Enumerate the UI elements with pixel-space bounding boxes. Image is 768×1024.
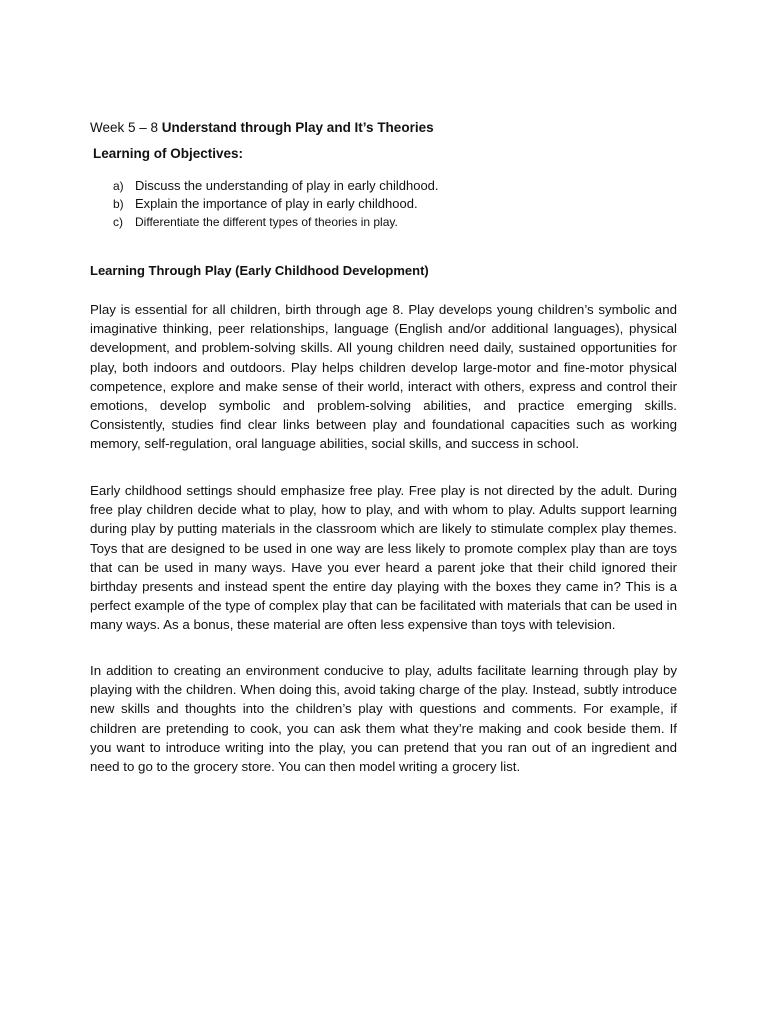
objective-text: Explain the importance of play in early childhood. [135,196,418,211]
objective-marker: b) [113,197,124,211]
objectives-title: Learning of Objectives: [93,146,244,161]
week-label: Week 5 – 8 [90,120,162,135]
objective-text: Differentiate the different types of theories in play. [135,215,398,229]
objectives-list [113,177,439,231]
document-title: Understand through Play and It’s Theories [161,120,434,135]
document-heading [90,119,434,137]
objective-item [113,177,439,195]
objective-marker: a) [113,179,124,193]
body-paragraph: Early childhood settings should emphasize free play. Free play is not directed by the adult. During free play children decide what to play, how to play, and with whom to play. Adults support learning during play by putting materials in the classroom which are likely to stimulate complex play themes. Toys that are designed to be used in one way are less likely to promote complex play than are toys that can be used in many ways. Have you ever heard a parent joke that their child ignored their birthday presents and instead spent the entire day playing with the boxes they came in? This is a perfect example of the type of complex play that can be facilitated with materials that can be used in many ways. As a bonus, these material are often less expensive than toys with television. [90,483,677,633]
objective-text: Discuss the understanding of play in early childhood. [135,178,439,193]
body-paragraph: Play is essential for all children, birth through age 8. Play develops young children’s symbolic and imaginative thinking, peer relationships, language (English and/or additional languages), physical development, and problem-solving skills. All young children need daily, sustained opportunities for play, both indoors and outdoors. Play helps children develop large-motor and fine-motor physical competence, explore and make sense of their world, interact with others, express and control their emotions, develop symbolic and problem-solving abilities, and practice emerging skills. Consistently, studies find clear links between play and foundational capacities such as working memory, self-regulation, oral language abilities, social skills, and success in school. [90,302,677,452]
section-title: Learning Through Play (Early Childhood Development) [90,263,429,278]
objective-marker: c) [113,215,123,229]
objective-item [113,213,439,231]
body-paragraph: In addition to creating an environment conducive to play, adults facilitate learning through play by playing with the children. When doing this, avoid taking charge of the play. Instead, subtly introduce new skills and thoughts into the children’s play with questions and comments. For example, if children are pretending to cook, you can ask them what they’re making and cook beside them. If you want to introduce writing into the play, you can pretend that you ran out of an ingredient and need to go to the grocery store. You can then model writing a grocery list. [90,663,677,775]
objective-item [113,195,439,213]
